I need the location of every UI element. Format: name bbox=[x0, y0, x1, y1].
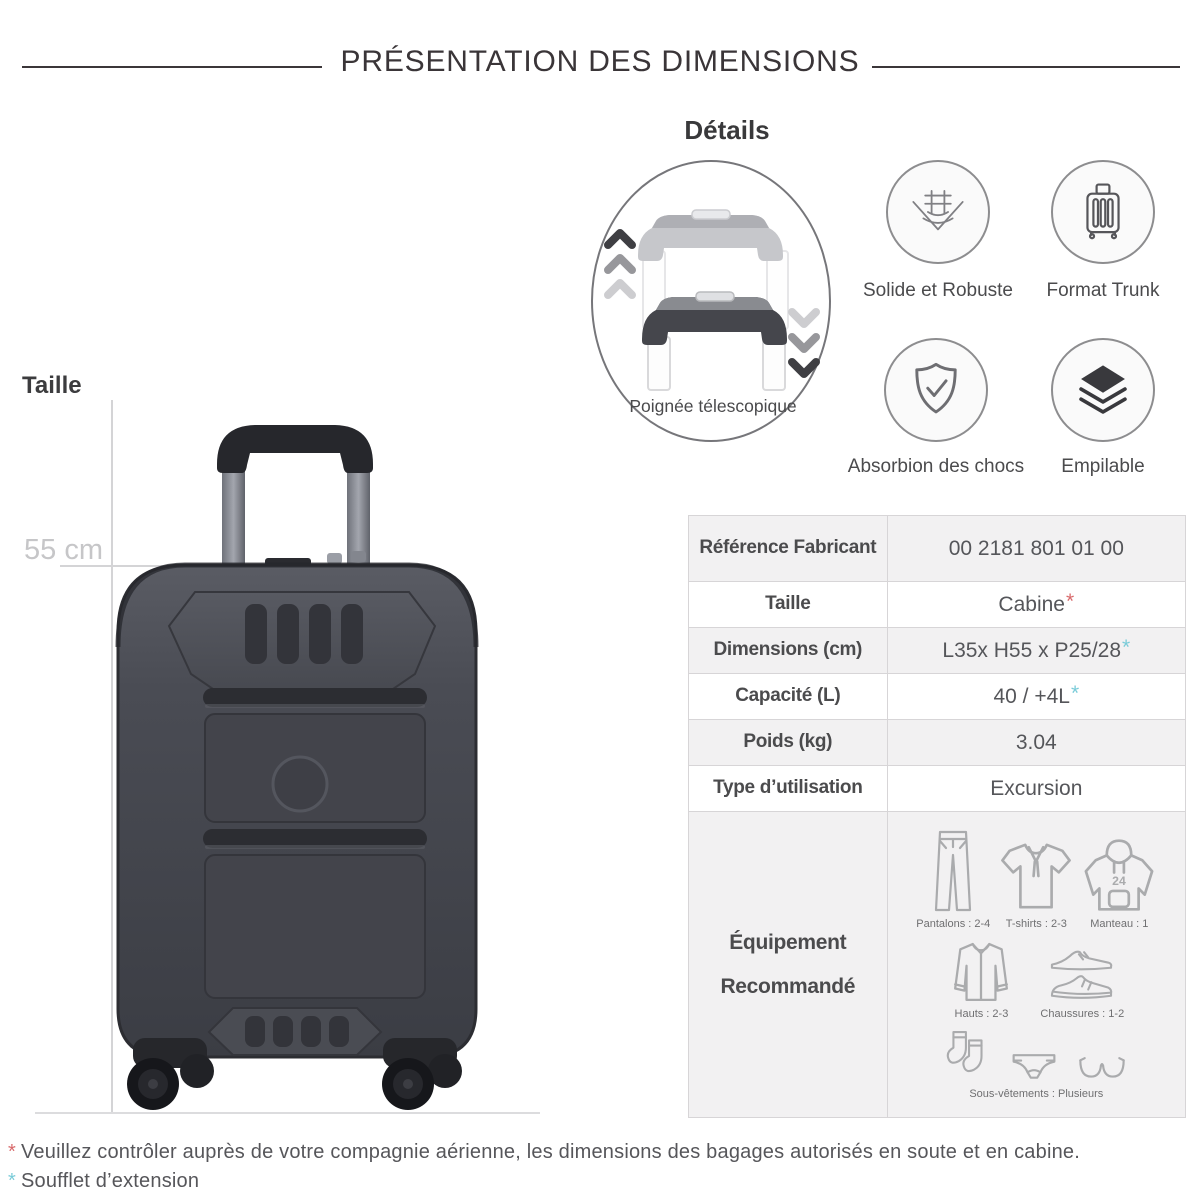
row-label: Référence Fabricant bbox=[689, 516, 888, 581]
shoes-icon bbox=[1047, 947, 1117, 1003]
row-label: Taille bbox=[689, 582, 888, 627]
row-value: 00 2181 801 01 00 bbox=[948, 536, 1124, 560]
suitcase-wheel bbox=[127, 1058, 179, 1110]
table-row bbox=[688, 766, 1186, 812]
suitcase-handle-grip bbox=[217, 425, 373, 473]
row-value: Cabine * bbox=[998, 589, 1075, 616]
footnote-extension: * Soufflet d’extension bbox=[8, 1170, 200, 1192]
feature-label: Empilable bbox=[1061, 456, 1145, 477]
details-heading: Détails bbox=[684, 115, 770, 145]
feature-label: Format Trunk bbox=[1046, 280, 1160, 301]
row-label: Poids (kg) bbox=[689, 720, 888, 765]
equip-tshirt: T-shirts : 2-3 bbox=[1000, 839, 1072, 930]
table-row bbox=[688, 720, 1186, 766]
table-row bbox=[688, 516, 1186, 582]
row-value: 40 / +4L * bbox=[993, 681, 1080, 708]
coat-icon bbox=[1082, 837, 1156, 913]
feature-absorption bbox=[884, 338, 988, 442]
svg-text:24: 24 bbox=[1112, 873, 1127, 888]
pants-icon bbox=[932, 829, 974, 913]
red-asterisk: * bbox=[1065, 589, 1075, 613]
height-value-label: 55 cm bbox=[24, 534, 103, 566]
feature-trunk bbox=[1051, 160, 1155, 264]
page-title: PRÉSENTATION DES DIMENSIONS bbox=[340, 45, 860, 78]
feature-stackable bbox=[1051, 338, 1155, 442]
tshirt-icon bbox=[1000, 839, 1072, 913]
impact-resistance-icon bbox=[906, 180, 970, 244]
suitcase-logo-badge bbox=[273, 757, 327, 811]
row-label: Type d’utilisation bbox=[689, 766, 888, 811]
teal-asterisk: * bbox=[1070, 681, 1080, 705]
table-row bbox=[688, 628, 1186, 674]
equip-underwear: Sous-vêtements : Plusieurs bbox=[945, 1030, 1127, 1100]
row-value: 3.04 bbox=[1015, 730, 1057, 754]
shirt-icon bbox=[948, 941, 1014, 1003]
table-row-equipment bbox=[688, 812, 1186, 1118]
row-label: Capacité (L) bbox=[689, 674, 888, 719]
equip-pants: Pantalons : 2-4 bbox=[916, 829, 990, 930]
row-value: L35x H55 x P25/28 * bbox=[942, 635, 1131, 662]
equip-coat: 24 Manteau : 1 bbox=[1082, 837, 1156, 930]
table-row bbox=[688, 582, 1186, 628]
size-section-label: Taille bbox=[22, 372, 82, 399]
row-label: Dimensions (cm) bbox=[689, 628, 888, 673]
shock-absorption-icon bbox=[904, 358, 968, 422]
feature-label: Absorbion des chocs bbox=[847, 456, 1025, 477]
handle-caption: Poignée télescopique bbox=[629, 396, 797, 416]
table-row bbox=[688, 674, 1186, 720]
stackable-icon bbox=[1071, 358, 1135, 422]
equipment-icons bbox=[888, 812, 1185, 1117]
trunk-icon bbox=[1071, 180, 1135, 244]
teal-asterisk: * bbox=[8, 1170, 16, 1192]
briefs-icon bbox=[1009, 1052, 1059, 1082]
title-rule-right bbox=[872, 66, 1180, 68]
equip-shirt: Hauts : 2-3 bbox=[948, 941, 1014, 1020]
bra-icon bbox=[1077, 1056, 1127, 1082]
suitcase-photo bbox=[105, 412, 485, 1118]
suitcase-wheel bbox=[382, 1058, 434, 1110]
equip-shoes: Chaussures : 1-2 bbox=[1040, 947, 1124, 1020]
red-asterisk: * bbox=[8, 1141, 16, 1163]
feature-solide bbox=[886, 160, 990, 264]
socks-icon bbox=[945, 1030, 991, 1082]
spec-table bbox=[688, 515, 1186, 1118]
suitcase-wheel bbox=[180, 1054, 214, 1088]
feature-label: Solide et Robuste bbox=[863, 280, 1013, 301]
equipment-label: Équipement Recommandé bbox=[689, 812, 888, 1117]
row-value: Excursion bbox=[990, 776, 1083, 800]
footnote-cabin: * Veuillez contrôler auprès de votre compagnie aérienne, les dimensions des bagages autorisés en soute et en cabine. bbox=[8, 1141, 1080, 1163]
teal-asterisk: * bbox=[1122, 635, 1131, 659]
